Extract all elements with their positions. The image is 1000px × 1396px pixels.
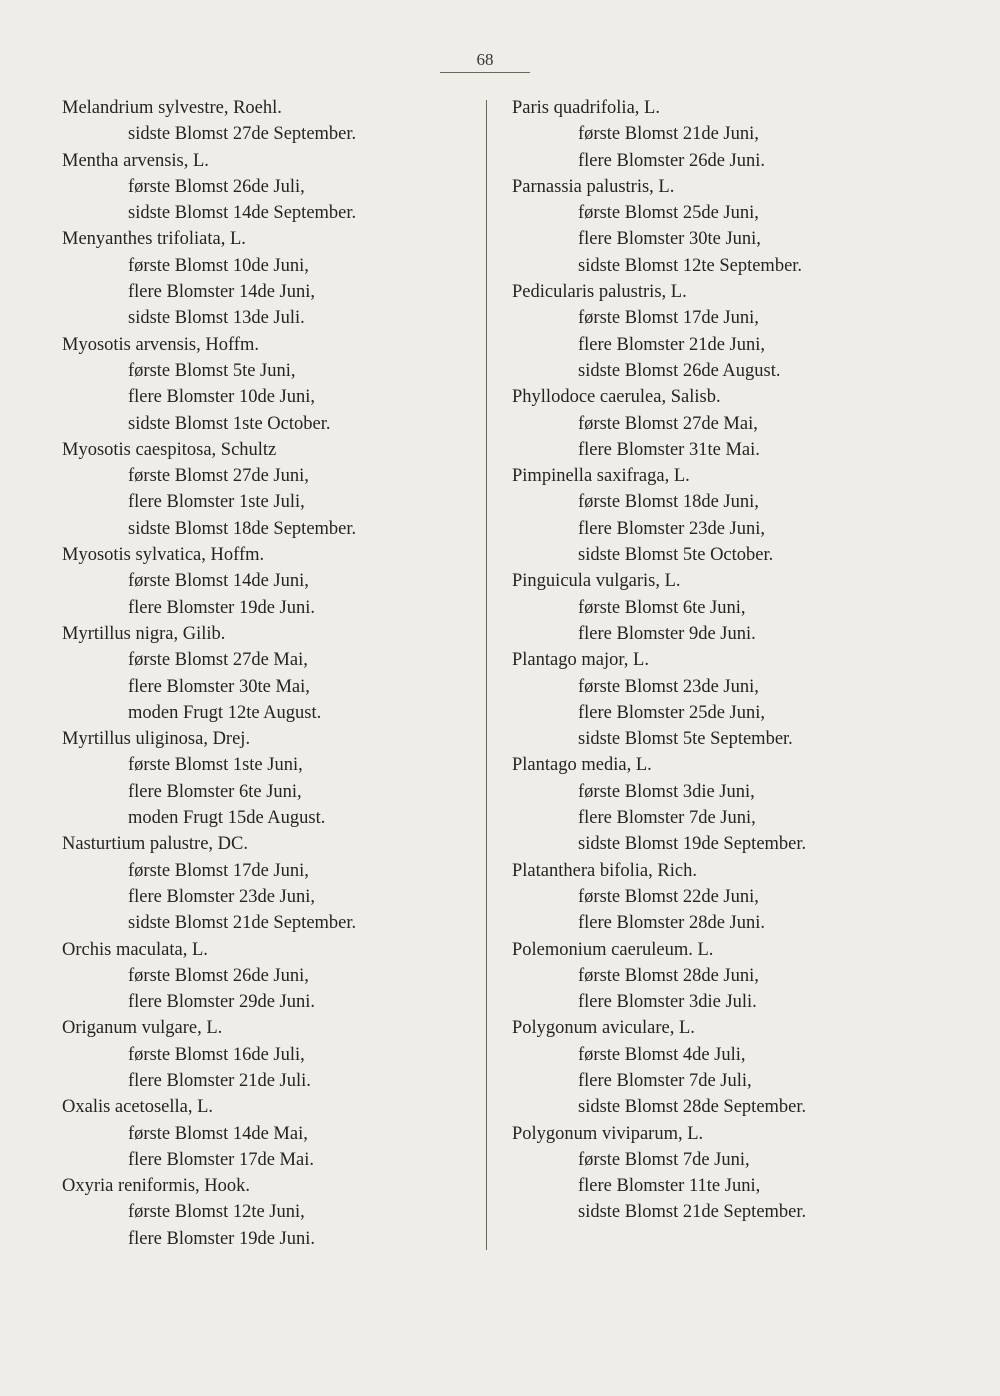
observation-line: første Blomst 7de Juni, [578,1149,750,1170]
observation-line: flere Blomster 9de Juni. [578,623,756,644]
species-entry [62,621,462,726]
species-entry [512,95,912,174]
observation-line: flere Blomster 30te Juni, [578,229,761,250]
species-name: Menyanthes trifoliata, L. [62,229,246,250]
observation-line: flere Blomster 7de Juni, [578,808,756,829]
species-entry [62,95,462,148]
species-entry [62,332,462,437]
observation-line: sidste Blomst 18de September. [128,518,357,539]
species-entry [512,1015,912,1120]
observation-line: første Blomst 26de Juli, [128,176,305,197]
observation-line: flere Blomster 11te Juni, [578,1176,761,1197]
species-name: Polemonium caeruleum. L. [512,939,714,960]
species-entry [512,647,912,752]
observation-line: flere Blomster 19de Juni. [128,1228,316,1249]
species-entry [62,937,462,1016]
observation-line: første Blomst 10de Juni, [128,255,309,276]
observation-line: flere Blomster 28de Juni. [578,913,766,934]
species-entry [62,1173,462,1252]
observation-line: første Blomst 27de Juni, [128,466,309,487]
observation-line: sidste Blomst 13de Juli. [128,308,305,329]
species-entry [512,858,912,937]
observation-line: flere Blomster 31te Mai. [578,439,760,460]
observation-line: sidste Blomst 14de September. [128,203,357,224]
observation-line: flere Blomster 23de Juni, [128,886,316,907]
species-entry [62,726,462,831]
observation-line: sidste Blomst 5te October. [578,545,774,566]
species-name: Pedicularis palustris, L. [512,282,687,303]
observation-line: flere Blomster 17de Mai. [128,1149,314,1170]
species-entry [62,148,462,227]
species-name: Myosotis arvensis, Hoffm. [62,334,259,355]
page-number-rule [440,72,530,73]
species-name: Melandrium sylvestre, Roehl. [62,98,282,118]
observation-line: flere Blomster 19de Juni. [128,597,316,618]
observation-line: sidste Blomst 26de August. [578,360,781,381]
species-entry [512,1121,912,1226]
species-name: Pinguicula vulgaris, L. [512,571,681,592]
observation-line: sidste Blomst 5te September. [578,729,793,750]
observation-line: sidste Blomst 28de September. [578,1097,807,1118]
species-name: Plantago major, L. [512,650,649,671]
observation-line: første Blomst 26de Juni, [128,965,309,986]
page-number: 68 [476,50,494,69]
species-name: Myosotis caespitosa, Schultz [62,439,277,460]
observation-line: første Blomst 6te Juni, [578,597,746,618]
species-name: Myosotis sylvatica, Hoffm. [62,545,265,566]
observation-line: sidste Blomst 27de September. [128,124,357,145]
observation-line: flere Blomster 29de Juni. [128,992,316,1013]
species-name: Oxalis acetosella, L. [62,1097,214,1118]
species-name: Myrtillus uliginosa, Drej. [62,729,251,750]
species-entry [512,568,912,647]
observation-line: første Blomst 17de Juni, [128,860,309,881]
left-column [62,95,462,1252]
column-divider [486,100,487,1250]
observation-line: moden Frugt 12te August. [128,702,322,723]
observation-line: flere Blomster 30te Mai, [128,676,310,697]
observation-line: flere Blomster 7de Juli, [578,1070,752,1091]
observation-line: flere Blomster 26de Juni. [578,150,766,171]
observation-line: første Blomst 21de Juni, [578,124,759,145]
observation-line: første Blomst 27de Mai, [128,650,308,671]
observation-line: første Blomst 17de Juni, [578,308,759,329]
observation-line: flere Blomster 3die Juli. [578,992,757,1013]
observation-line: første Blomst 14de Mai, [128,1123,308,1144]
observation-line: første Blomst 5te Juni, [128,360,296,381]
right-column [512,95,912,1226]
species-name: Nasturtium palustre, DC. [62,834,249,855]
species-entry [512,937,912,1016]
observation-line: første Blomst 22de Juni, [578,886,759,907]
species-entry [62,1015,462,1094]
observation-line: sidste Blomst 12te September. [578,255,803,276]
observation-line: første Blomst 1ste Juni, [128,755,303,776]
observation-line: første Blomst 28de Juni, [578,965,759,986]
observation-line: flere Blomster 1ste Juli, [128,492,305,513]
observation-line: første Blomst 23de Juni, [578,676,759,697]
species-entry [62,226,462,331]
observation-line: sidste Blomst 21de September. [578,1202,807,1223]
observation-line: sidste Blomst 1ste October. [128,413,331,434]
species-entry [62,1094,462,1173]
species-entry [62,542,462,621]
observation-line: første Blomst 27de Mai, [578,413,758,434]
species-entry [512,174,912,279]
species-name: Phyllodoce caerulea, Salisb. [512,387,721,408]
species-entry [512,752,912,857]
observation-line: første Blomst 18de Juni, [578,492,759,513]
species-name: Paris quadrifolia, L. [512,98,660,118]
observation-line: flere Blomster 21de Juli. [128,1070,311,1091]
species-entry [62,831,462,936]
species-name: Pimpinella saxifraga, L. [512,466,690,487]
observation-line: flere Blomster 25de Juni, [578,702,766,723]
observation-line: første Blomst 3die Juni, [578,781,755,802]
observation-line: flere Blomster 23de Juni, [578,518,766,539]
observation-line: første Blomst 12te Juni, [128,1202,305,1223]
species-name: Platanthera bifolia, Rich. [512,860,697,881]
observation-line: første Blomst 14de Juni, [128,571,309,592]
species-name: Oxyria reniformis, Hook. [62,1176,251,1197]
species-name: Plantago media, L. [512,755,652,776]
observation-line: første Blomst 16de Juli, [128,1044,305,1065]
observation-line: sidste Blomst 21de September. [128,913,357,934]
observation-line: moden Frugt 15de August. [128,808,326,829]
species-name: Polygonum viviparum, L. [512,1123,704,1144]
species-entry [512,384,912,463]
species-entry [512,279,912,384]
species-name: Parnassia palustris, L. [512,176,675,197]
species-entry [512,463,912,568]
observation-line: flere Blomster 10de Juni, [128,387,316,408]
observation-line: flere Blomster 6te Juni, [128,781,302,802]
species-name: Origanum vulgare, L. [62,1018,223,1039]
species-name: Orchis maculata, L. [62,939,208,960]
species-name: Polygonum aviculare, L. [512,1018,695,1039]
observation-line: første Blomst 4de Juli, [578,1044,746,1065]
observation-line: sidste Blomst 19de September. [578,834,807,855]
observation-line: flere Blomster 14de Juni, [128,282,316,303]
species-name: Mentha arvensis, L. [62,150,209,171]
species-name: Myrtillus nigra, Gilib. [62,623,226,644]
species-entry [62,437,462,542]
observation-line: flere Blomster 21de Juni, [578,334,766,355]
observation-line: første Blomst 25de Juni, [578,203,759,224]
